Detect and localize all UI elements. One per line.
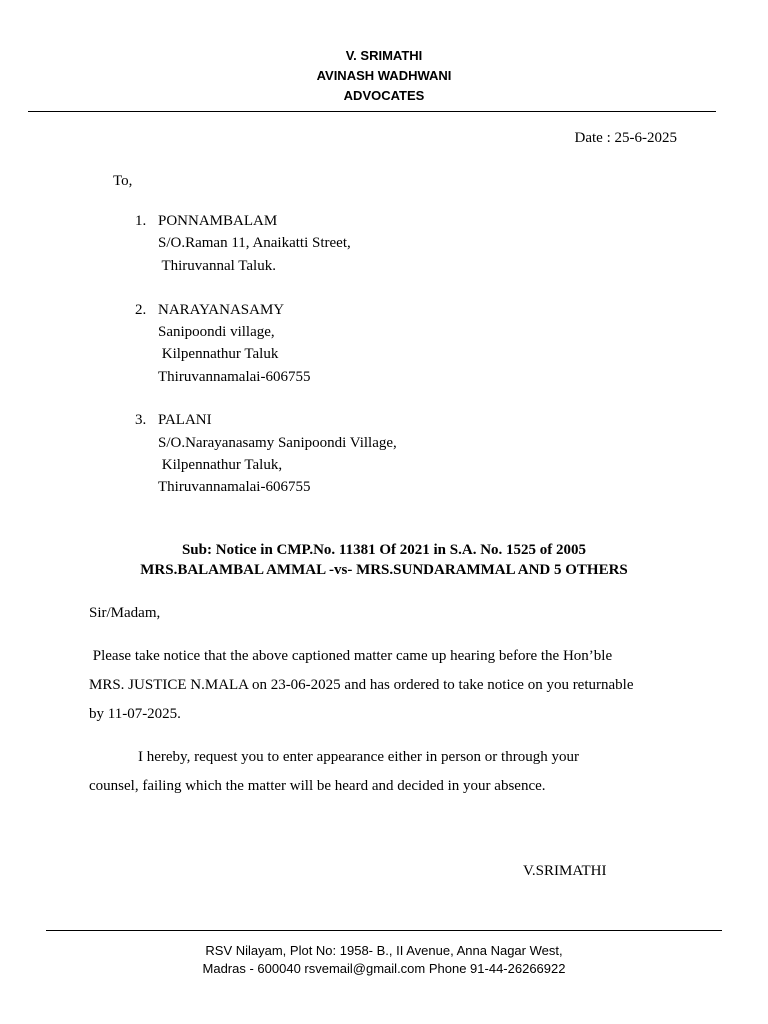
subject-line: Sub: Notice in CMP.No. 11381 Of 2021 in S.A. No. 1525 of 2005 bbox=[181, 542, 587, 558]
paragraph-2-line: counsel, failing which the matter will be heard and decided in your absence. bbox=[89, 778, 546, 794]
header-divider bbox=[28, 111, 716, 112]
recipient-1-name: PONNAMBALAM bbox=[158, 213, 278, 229]
recipient-1-number: 1. bbox=[135, 213, 147, 229]
recipient-2-number: 2. bbox=[135, 302, 147, 318]
recipient-1-address-line: Thiruvannal Taluk. bbox=[158, 258, 276, 274]
recipient-2-address-line: Sanipoondi village, bbox=[158, 324, 275, 340]
recipient-2-address-line: Kilpennathur Taluk bbox=[158, 346, 279, 362]
salutation: Sir/Madam, bbox=[89, 605, 161, 621]
letterhead-name-2: AVINASH WADHWANI bbox=[316, 68, 452, 83]
recipient-1-address-line: S/O.Raman 11, Anaikatti Street, bbox=[158, 235, 351, 251]
case-title: MRS.BALAMBAL AMMAL -vs- MRS.SUNDARAMMAL AND 5 OTHERS bbox=[140, 562, 628, 578]
footer-contact: Madras - 600040 rsvemail@gmail.com Phone 91-44-26266922 bbox=[202, 961, 566, 976]
to-label: To, bbox=[113, 173, 133, 189]
footer-address: RSV Nilayam, Plot No: 1958- B., II Avenue, Anna Nagar West, bbox=[205, 943, 563, 958]
paragraph-1-line: MRS. JUSTICE N.MALA on 23-06-2025 and has ordered to take notice on you returnable bbox=[89, 677, 634, 693]
recipient-2-name: NARAYANASAMY bbox=[158, 302, 285, 318]
recipient-2-address-line: Thiruvannamalai-606755 bbox=[158, 369, 311, 385]
recipient-3-number: 3. bbox=[135, 412, 147, 428]
paragraph-1-line: Please take notice that the above captioned matter came up hearing before the Hon’ble bbox=[89, 648, 613, 664]
footer-divider bbox=[46, 930, 722, 931]
paragraph-1-line: by 11-07-2025. bbox=[89, 706, 181, 722]
recipient-3-address-line: Kilpennathur Taluk, bbox=[158, 457, 283, 473]
recipient-3-address-line: S/O.Narayanasamy Sanipoondi Village, bbox=[158, 435, 397, 451]
recipient-3-address-line: Thiruvannamalai-606755 bbox=[158, 479, 311, 495]
letter-date: Date : 25-6-2025 bbox=[574, 130, 677, 146]
recipient-3-name: PALANI bbox=[158, 412, 212, 428]
signatory-name: V.SRIMATHI bbox=[523, 863, 607, 879]
letterhead-title: ADVOCATES bbox=[343, 88, 425, 103]
paragraph-2-line: I hereby, request you to enter appearance either in person or through your bbox=[138, 749, 579, 765]
letterhead-name-1: V. SRIMATHI bbox=[345, 48, 423, 63]
